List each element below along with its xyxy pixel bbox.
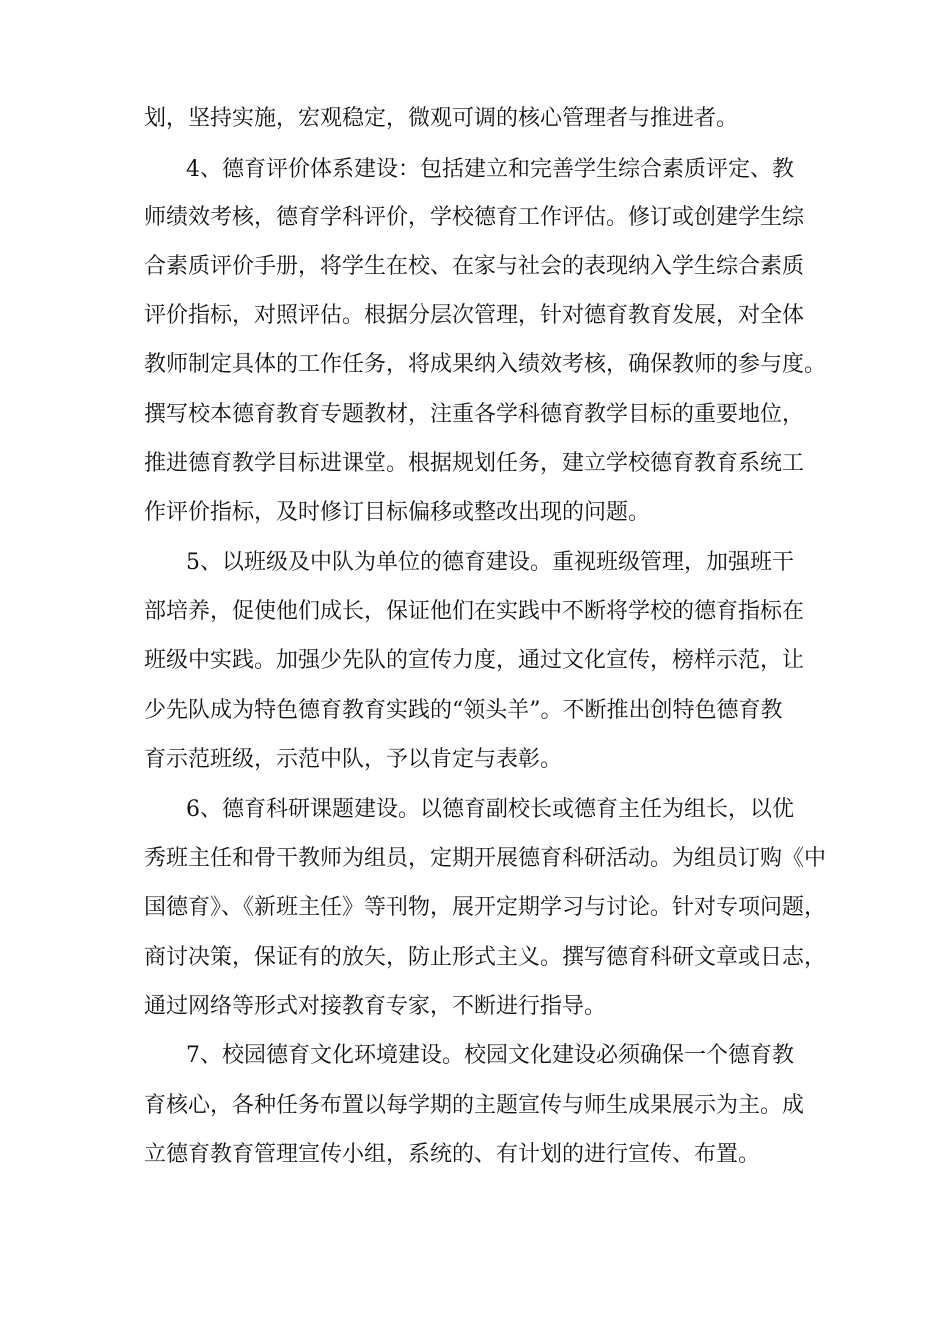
text-line-3: 师绩效考核，德育学科评价，学校德育工作评估。修订或创建学生综: [144, 205, 805, 230]
text-line-6: 教师制定具体的工作任务，将成果纳入绩效考核，确保教师的参与度。: [144, 352, 827, 377]
text-line-17: 国德育》、《新班主任》等刊物，展开定期学习与讨论。针对专项问题，: [144, 895, 827, 920]
text-line-7: 撰写校本德育教育专题教材，注重各学科德育教学目标的重要地位，: [144, 402, 805, 427]
text-line-15: 6、德育科研课题建设。以德育副校长或德育主任为组长，以优: [186, 797, 794, 822]
text-line-18: 商讨决策，保证有的放矢，防止形式主义。撰写德育科研文章或日志，: [144, 945, 827, 970]
text-line-13: 少先队成为特色德育教育实践的“领头羊”。不断推出创特色德育教: [144, 698, 783, 723]
text-line-1: 划，坚持实施，宏观稳定，微观可调的核心管理者与推进者。: [144, 106, 739, 131]
text-line-4: 合素质评价手册，将学生在校、在家与社会的表现纳入学生综合素质: [144, 254, 805, 279]
text-line-14: 育示范班级，示范中队，予以肯定与表彰。: [144, 747, 563, 772]
text-line-20: 7、校园德育文化环境建设。校园文化建设必须确保一个德育教: [186, 1043, 794, 1068]
text-line-22: 立德育教育管理宣传小组，系统的、有计划的进行宣传、布置。: [144, 1142, 761, 1167]
text-line-8: 推进德育教学目标进课堂。根据规划任务，建立学校德育教育系统工: [144, 451, 805, 476]
text-line-9: 作评价指标，及时修订目标偏移或整改出现的问题。: [144, 500, 651, 525]
text-line-21: 育核心，各种任务布置以每学期的主题宣传与师生成果展示为主。成: [144, 1093, 805, 1118]
text-line-5: 评价指标，对照评估。根据分层次管理，针对德育教育发展，对全体: [144, 303, 805, 328]
text-line-19: 通过网络等形式对接教育专家，不断进行指导。: [144, 994, 607, 1019]
text-line-10: 5、以班级及中队为单位的德育建设。重视班级管理，加强班干: [186, 550, 794, 575]
text-line-12: 班级中实践。加强少先队的宣传力度，通过文化宣传，榜样示范，让: [144, 648, 805, 673]
text-line-16: 秀班主任和骨干教师为组员，定期开展德育科研活动。为组员订购《中: [144, 846, 827, 871]
text-line-2: 4、德育评价体系建设：包括建立和完善学生综合素质评定、教: [186, 157, 794, 182]
text-line-11: 部培养，促使他们成长，保证他们在实践中不断将学校的德育指标在: [144, 599, 805, 624]
